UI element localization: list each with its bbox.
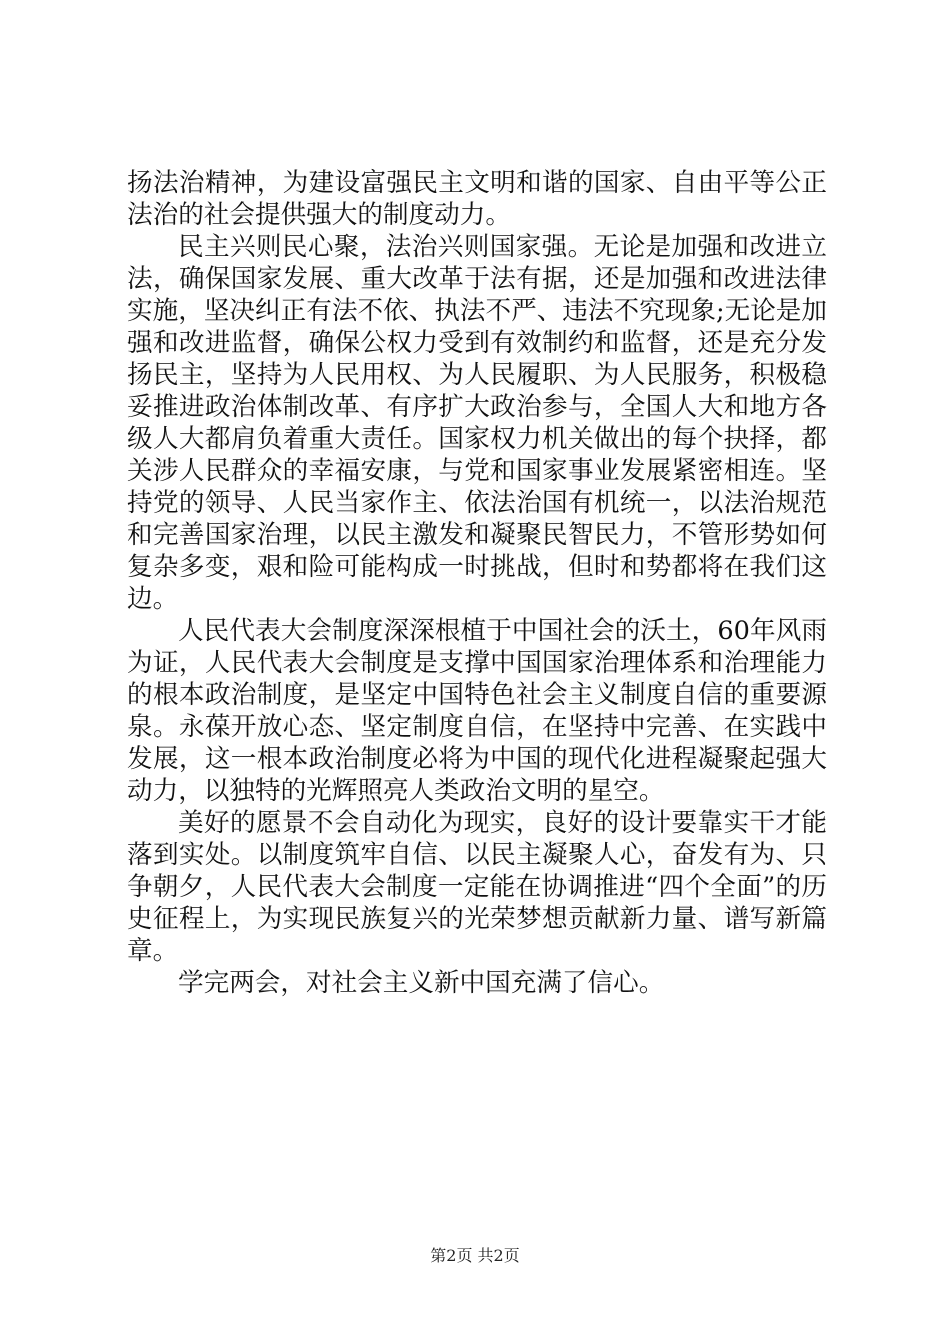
paragraph-peoples-congress-system: 人民代表大会制度深深根植于中国社会的沃土，60年风雨为证，人民代表大会制度是支撑中国国家治理体系和治理能力的根本政治制度，是坚定中国特色社会主义制度自信的重要源泉。永葆开放心态、坚定制度自信，在坚持中完善、在实践中发展，这一根本政治制度必将为中国的现代化进程凝聚起强大动力，以独特的光辉照亮人类政治文明的星空。 <box>127 616 827 806</box>
paragraph-continuation: 扬法治精神，为建设富强民主文明和谐的国家、自由平等公正法治的社会提供强大的制度动力。 <box>127 168 827 230</box>
document-body <box>127 167 827 999</box>
paragraph-vision-reality: 美好的愿景不会自动化为现实，良好的设计要靠实干才能落到实处。以制度筑牢自信、以民主凝聚人心，奋发有为、只争朝夕，人民代表大会制度一定能在协调推进“四个全面”的历史征程上，为实现民族复兴的光荣梦想贡献新力量、谱写新篇章。 <box>127 808 827 966</box>
paragraph-conclusion: 学完两会，对社会主义新中国充满了信心。 <box>178 968 665 998</box>
page-number-footer: 第2页 共2页 <box>430 1246 520 1265</box>
paragraph-democracy-rule-of-law: 民主兴则民心聚，法治兴则国家强。无论是加强和改进立法，确保国家发展、重大改革于法有据，还是加强和改进法律实施，坚决纠正有法不依、执法不严、违法不究现象;无论是加强和改进监督，确保公权力受到有效制约和监督，还是充分发扬民主，坚持为人民用权、为人民履职、为人民服务，积极稳妥推进政治体制改革、有序扩大政治参与，全国人大和地方各级人大都肩负着重大责任。国家权力机关做出的每个抉择，都关涉人民群众的幸福安康，与党和国家事业发展紧密相连。坚持党的领导、人民当家作主、依法治国有机统一，以法治规范和完善国家治理，以民主激发和凝聚民智民力，不管形势如何复杂多变，艰和险可能构成一时挑战，但时和势都将在我们这边。 <box>127 232 827 614</box>
